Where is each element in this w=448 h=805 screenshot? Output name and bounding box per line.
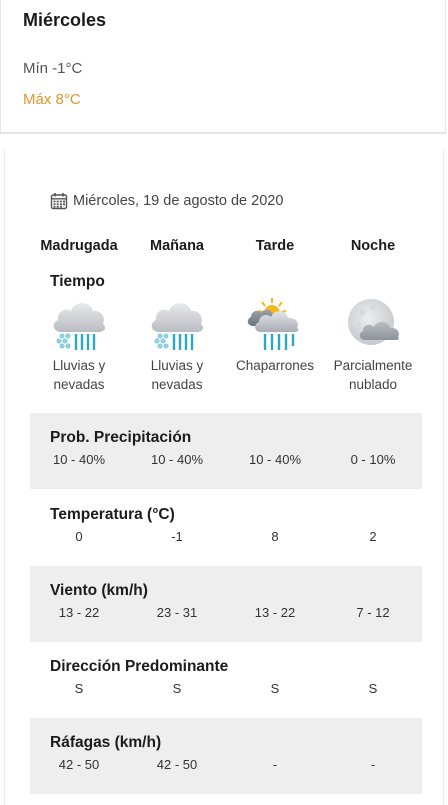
row-value: S: [368, 681, 378, 696]
row-title: Ráfagas (km/h): [50, 734, 162, 751]
period-manana: Mañana: [150, 238, 204, 254]
day-summary: [0, 0, 446, 134]
row-value: S: [74, 681, 84, 696]
row-value: 42 - 50: [58, 757, 100, 772]
moon-cloud-icon: [324, 296, 422, 356]
row-title: Dirección Predominante: [50, 658, 229, 675]
weather-icons: [30, 296, 422, 356]
row-value: -1: [171, 529, 183, 544]
gusts-row: [30, 718, 422, 794]
row-title: Prob. Precipitación: [50, 429, 192, 446]
row-value: 23 - 31: [156, 605, 198, 620]
date-text: Miércoles, 19 de agosto de 2020: [73, 193, 284, 209]
period-madrugada: Madrugada: [40, 238, 118, 254]
row-value: 42 - 50: [156, 757, 198, 772]
row-value: -: [370, 757, 376, 772]
min-temperature: Mín -1°C: [23, 60, 83, 77]
period-tarde: Tarde: [255, 238, 295, 254]
row-value: 0: [75, 529, 83, 544]
period-noche: Noche: [350, 238, 396, 254]
row-value: 13 - 22: [58, 605, 100, 620]
weather-descriptions: [30, 356, 422, 400]
row-value: S: [172, 681, 182, 696]
precipitation-row: [30, 413, 422, 489]
weather-desc: Lluvias y nevadas: [150, 358, 204, 392]
weather-section-title: Tiempo: [50, 273, 105, 290]
calendar-icon: [50, 192, 68, 210]
row-title: Viento (km/h): [50, 582, 148, 599]
cloud-rain-snow-icon: [128, 296, 226, 356]
cloud-rain-snow-icon: [30, 296, 128, 356]
row-value: 7 - 12: [356, 605, 390, 620]
wind-direction-row: [30, 642, 422, 718]
row-value: 13 - 22: [254, 605, 296, 620]
weather-desc: Chaparrones: [235, 358, 315, 373]
row-title: Temperatura (°C): [50, 506, 175, 523]
weather-desc: Parcialmente nublado: [333, 358, 413, 392]
row-value: 10 - 40%: [150, 452, 204, 467]
date-line: [50, 192, 283, 210]
row-value: 10 - 40%: [52, 452, 106, 467]
row-value: 0 - 10%: [350, 452, 396, 467]
row-value: 2: [369, 529, 377, 544]
row-value: -: [272, 757, 278, 772]
weather-desc: Lluvias y nevadas: [52, 358, 106, 392]
row-value: S: [270, 681, 280, 696]
wind-row: [30, 566, 422, 642]
period-headers: [30, 238, 422, 258]
row-value: 10 - 40%: [248, 452, 302, 467]
max-temperature: Máx 8°C: [23, 91, 81, 108]
sun-cloud-rain-icon: [226, 296, 324, 356]
day-title: Miércoles: [23, 10, 107, 30]
row-value: 8: [271, 529, 279, 544]
temperature-row: [30, 490, 422, 566]
